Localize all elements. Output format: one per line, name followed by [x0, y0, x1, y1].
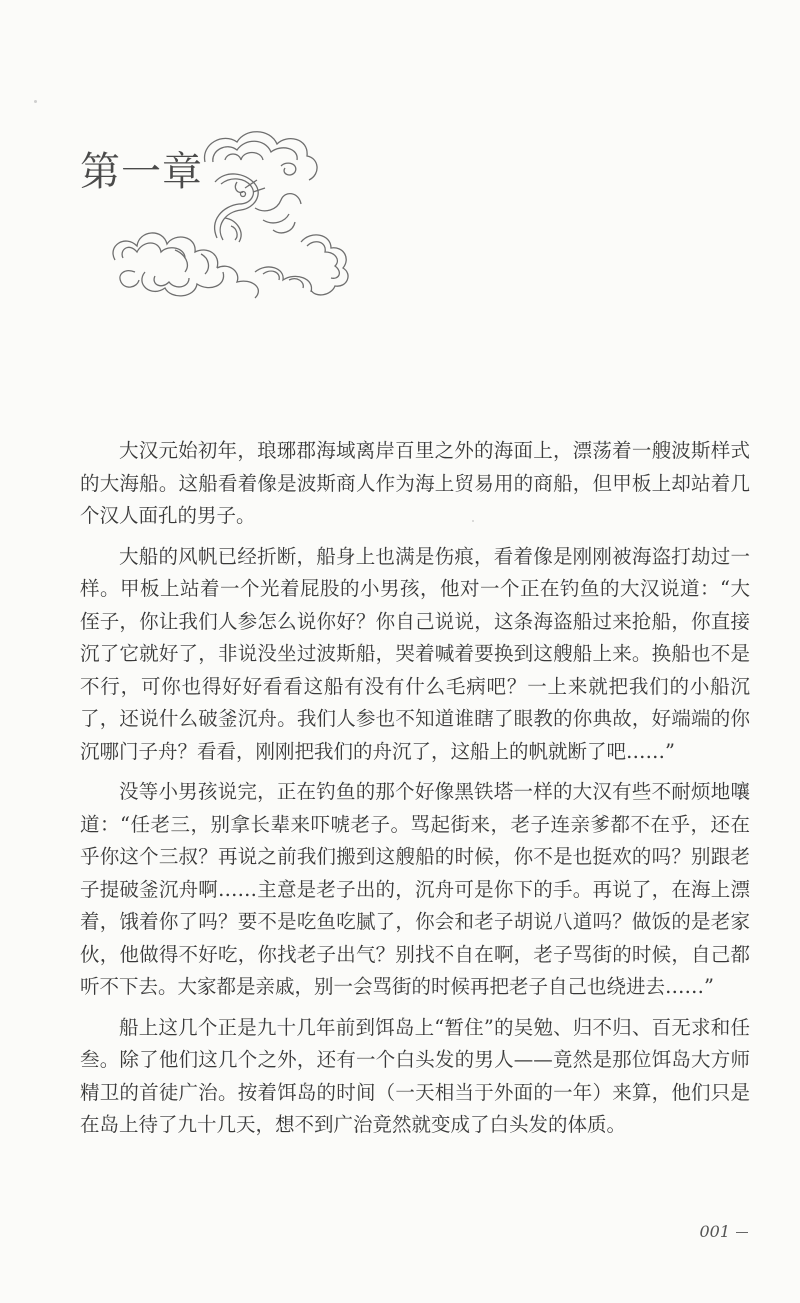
paragraph: 大船的风帆已经折断，船身上也满是伤痕，看着像是刚刚被海盗打劫过一样。甲板上站着一个光着屁股的小男孩，他对一个正在钓鱼的大汉说道：“大侄子，你让我们人参怎么说你好？你自己说说，这条海盗船过来抢船，你直接沉了它就好了，非说没坐过波斯船，哭着喊着要换到这艘船上来。换船也不是不行，可你也得好好看看这船有没有什么毛病吧？一上来就把我们的小船沉了，还说什么破釜沉舟。我们人参也不知道谁瞎了眼教的你典故，好端端的你沉哪门子舟？看看，刚刚把我们的舟沉了，这船上的帆就断了吧……”	[80, 544, 750, 763]
chapter-title: 第一章	[80, 149, 203, 195]
paragraph: 大汉元始初年，琅琊郡海域离岸百里之外的海面上，漂荡着一艘波斯样式的大海船。这船看着像是波斯商人作为海上贸易用的商船，但甲板上却站着几个汉人面孔的男子。	[80, 439, 750, 527]
body-text	[80, 435, 750, 1150]
paper-speck	[34, 100, 37, 103]
paragraph: 船上这几个正是九十几年前到饵岛上“暂住”的吴勉、归不归、百无求和任叁。除了他们这几个之外，还有一个白头发的男人——竟然是那位饵岛大方师精卫的首徒广治。按着饵岛的时间（一天相当于外面的一年）来算，他们只是在岛上待了九十几天，想不到广治竟然就变成了白头发的体质。	[80, 1015, 750, 1136]
paragraph: 没等小男孩说完，正在钓鱼的那个好像黑铁塔一样的大汉有些不耐烦地嚷道：“任老三，别拿长辈来吓唬老子。骂起街来，老子连亲爹都不在乎，还在乎你这个三叔？再说之前我们搬到这艘船的时候，你不是也挺欢的吗？别跟老子提破釜沉舟啊……主意是老子出的，沉舟可是你下的手。再说了，在海上漂着，饿着你了吗？要不是吃鱼吃腻了，你会和老子胡说八道吗？做饭的是老家伙，他做得不好吃，你找老子出气？别找不自在啊，老子骂街的时候，自己都听不下去。大家都是亲戚，别一会骂街的时候再把老子自己也绕进去……”	[80, 780, 750, 998]
page-number	[699, 1222, 748, 1241]
page-number-value: 001	[699, 1222, 730, 1241]
page-number-rule	[736, 1232, 748, 1233]
